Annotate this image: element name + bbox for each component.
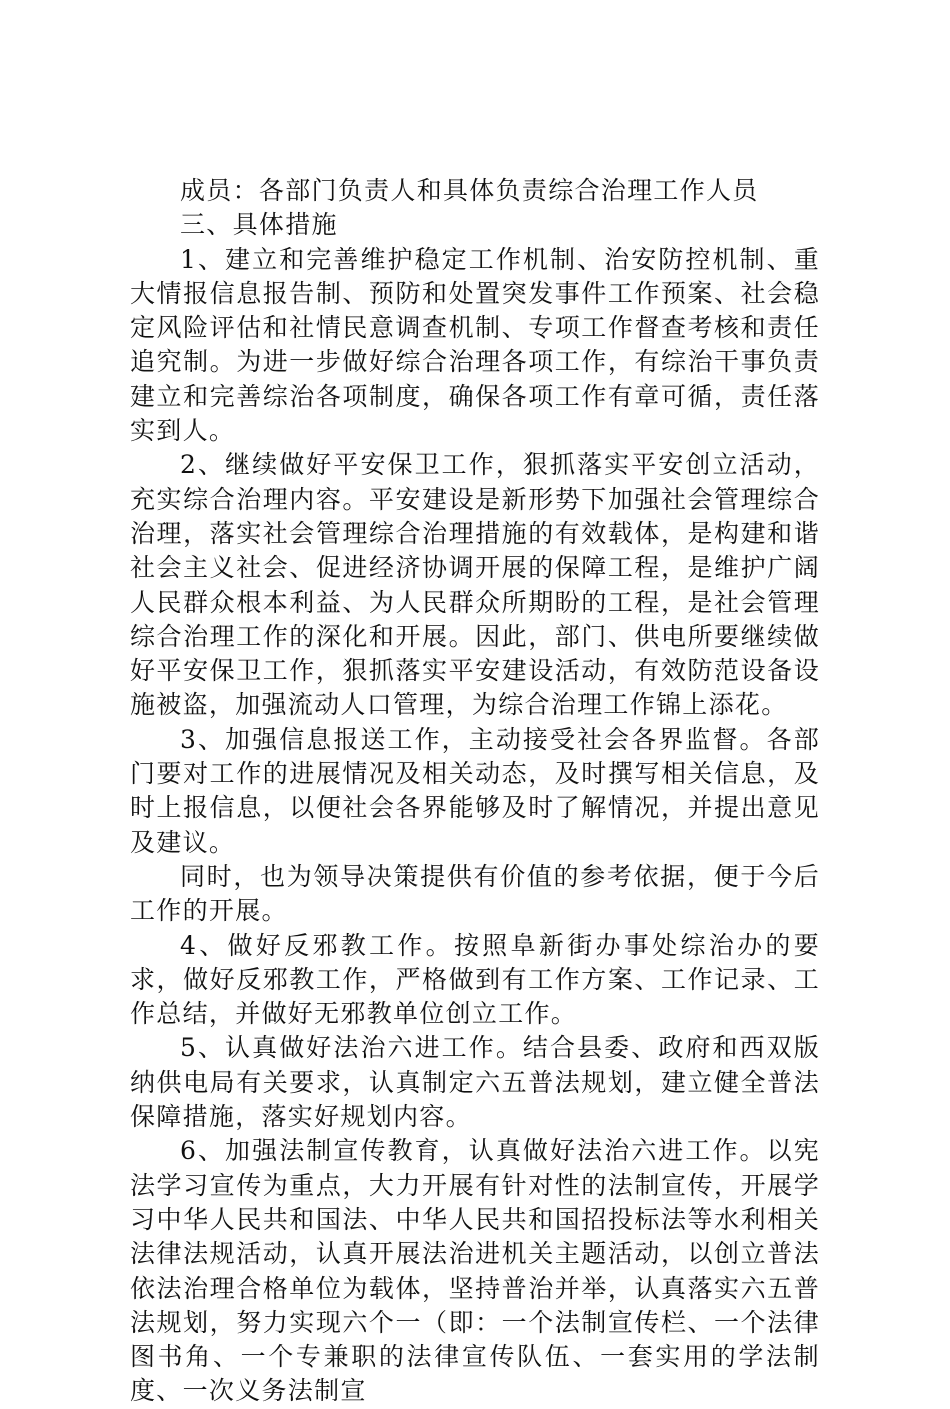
members-paragraph: 成员：各部门负责人和具体负责综合治理工作人员 bbox=[180, 176, 759, 205]
measure-3-continuation-paragraph: 同时，也为领导决策提供有价值的参考依据，便于今后工作的开展。 bbox=[130, 861, 820, 926]
measure-2-paragraph: 2、继续做好平安保卫工作，狠抓落实平安创立活动，充实综合治理内容。平安建设是新形势下加强社会管理综合治理，落实社会管理综合治理措施的有效载体，是构建和谐社会主义社会、促进经济协调开展的保障工程，是维护广阔人民群众根本利益、为人民群众所期盼的工程，是社会管理综合治理工作的深化和开展。因此，部门、供电所要继续做好平安保卫工作，狠抓落实平安建设活动，有效防范设备设施被盗，加强流动人口管理，为综合治理工作锦上添花。 bbox=[130, 450, 820, 720]
measure-5-paragraph: 5、认真做好法治六进工作。结合县委、政府和西双版纳供电局有关要求，认真制定六五普法规划，建立健全普法保障措施，落实好规划内容。 bbox=[130, 1033, 820, 1132]
document-body bbox=[130, 174, 820, 1409]
section-heading-measures: 三、具体措施 bbox=[180, 210, 338, 240]
measure-3-paragraph: 3、加强信息报送工作，主动接受社会各界监督。各部门要对工作的进展情况及相关动态，及时撰写相关信息，及时上报信息，以便社会各界能够及时了解情况，并提出意见及建议。 bbox=[130, 724, 820, 857]
measure-1-paragraph: 1、建立和完善维护稳定工作机制、治安防控机制、重大情报信息报告制、预防和处置突发事件工作预案、社会稳定风险评估和社情民意调查机制、专项工作督查考核和责任追究制。为进一步做好综合治理各项工作，有综治干事负责建立和完善综治各项制度，确保各项工作有章可循，责任落实到人。 bbox=[130, 244, 820, 446]
measure-6-paragraph: 6、加强法制宣传教育，认真做好法治六进工作。以宪法学习宣传为重点，大力开展有针对性的法制宣传，开展学习中华人民共和国法、中华人民共和国招投标法等水利相关法律法规活动，认真开展法治进机关主题活动，以创立普法依法治理合格单位为载体，坚持普治并举，认真落实六五普法规划，努力实现六个一（即：一个法制宣传栏、一个法律图书角、一个专兼职的法律宣传队伍、一套实用的学法制度、一次义务法制宣 bbox=[130, 1136, 820, 1406]
measure-4-paragraph: 4、做好反邪教工作。按照阜新街办事处综治办的要求，做好反邪教工作，严格做到有工作方案、工作记录、工作总结，并做好无邪教单位创立工作。 bbox=[130, 930, 820, 1029]
